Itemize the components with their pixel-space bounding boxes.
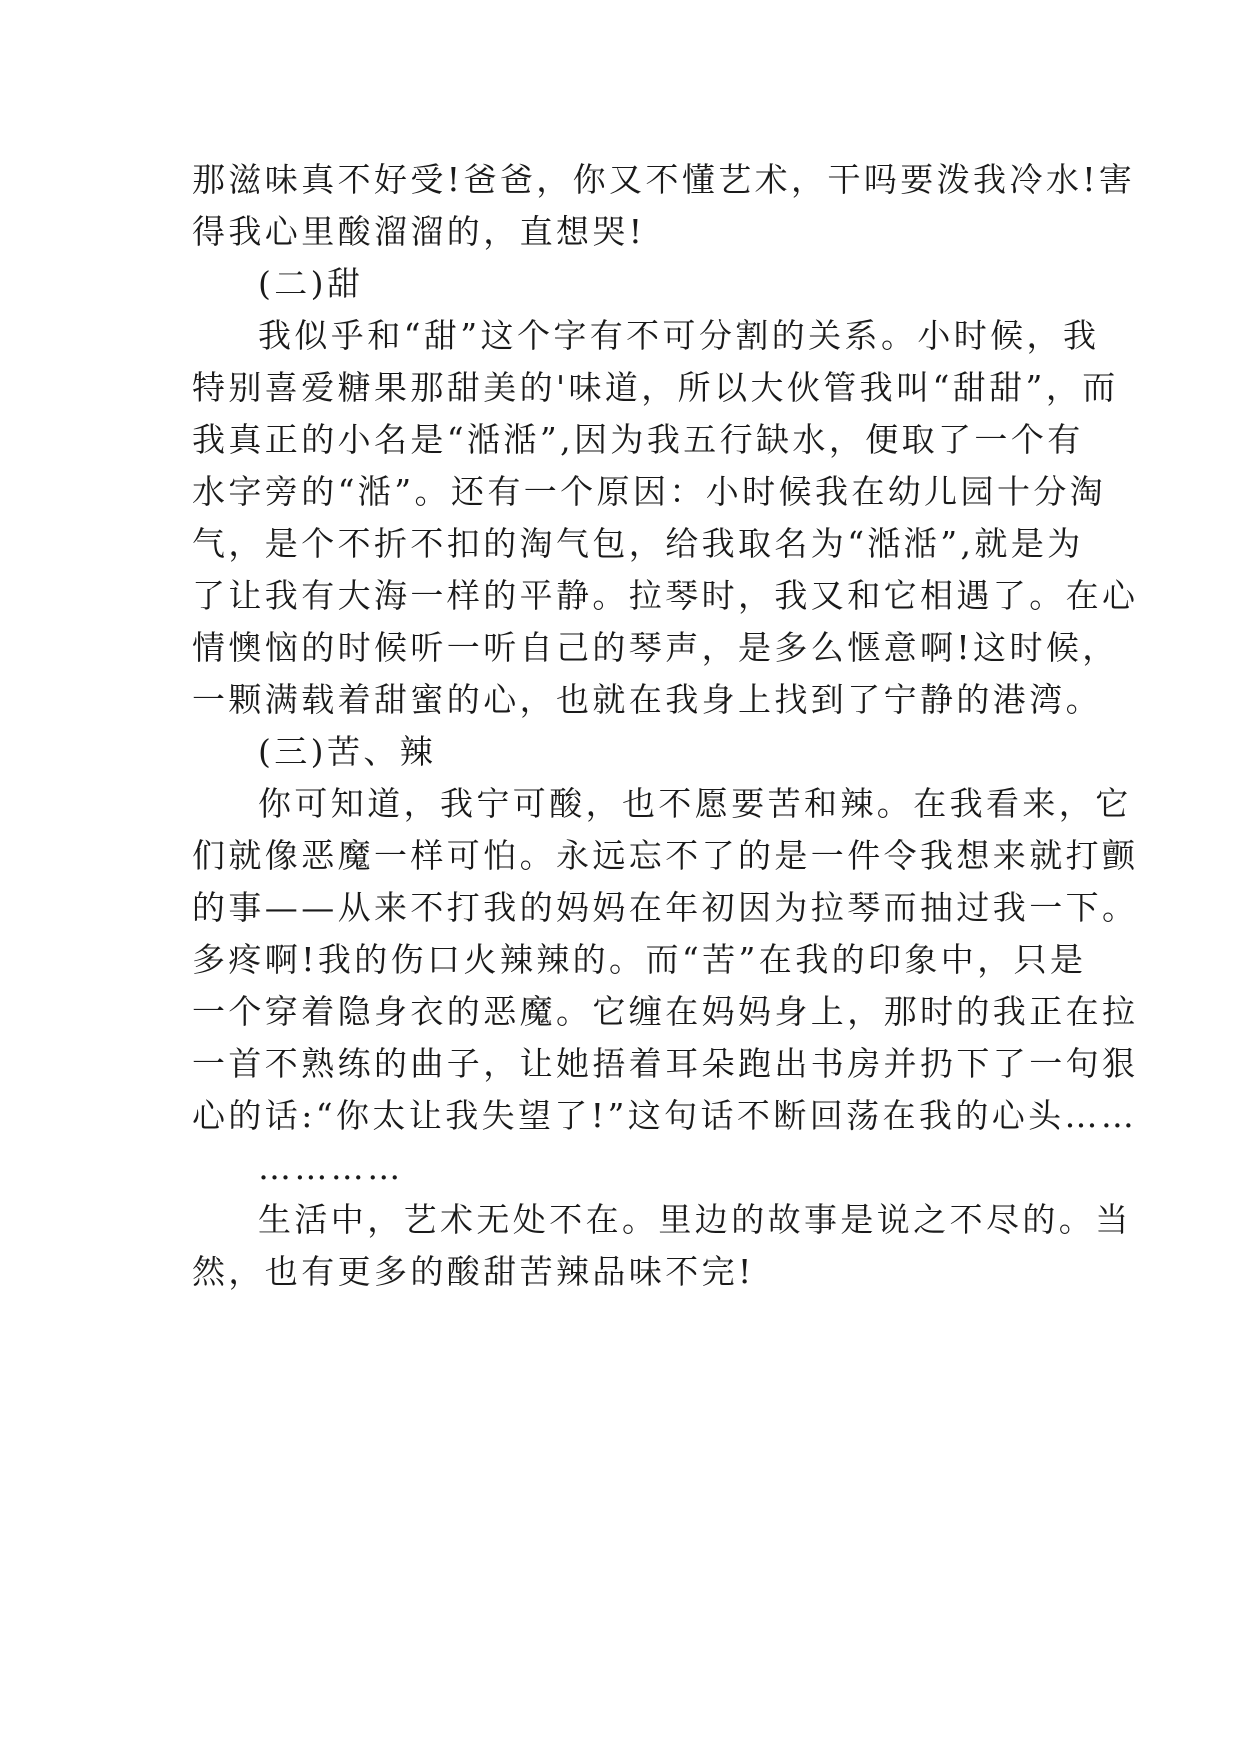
text-line: 一颗满载着甜蜜的心，也就在我身上找到了宁静的港湾。 — [192, 680, 1102, 719]
text-line: 情懊恼的时候听一听自己的琴声，是多么惬意啊!这时候， — [192, 628, 1119, 667]
text-line: 然，也有更多的酸甜苦辣品味不完! — [192, 1252, 755, 1291]
text-line: 一个穿着隐身衣的恶魔。它缠在妈妈身上，那时的我正在拉 — [192, 992, 1139, 1031]
text-line: 心的话:“你太让我失望了!”这句话不断回荡在我的心头…… — [192, 1096, 1138, 1135]
section-heading-sweet: (二)甜 — [258, 264, 364, 303]
text-line: 生活中，艺术无处不在。里边的故事是说之不尽的。当 — [258, 1200, 1132, 1239]
ellipsis-line: ………… — [258, 1148, 404, 1187]
text-line: 们就像恶魔一样可怕。永远忘不了的是一件令我想来就打颤 — [192, 836, 1139, 875]
text-line: 你可知道，我宁可酸，也不愿要苦和辣。在我看来，它 — [258, 784, 1132, 823]
text-line: 特别喜爱糖果那甜美的'味道，所以大伙管我叫“甜甜”，而 — [192, 368, 1119, 407]
text-line: 那滋味真不好受!爸爸，你又不懂艺术，干吗要泼我冷水!害 — [192, 160, 1136, 199]
text-line: 一首不熟练的曲子，让她捂着耳朵跑出书房并扔下了一句狠 — [192, 1044, 1139, 1083]
text-line: 水字旁的“湉”。还有一个原因：小时候我在幼儿园十分淘 — [192, 472, 1107, 511]
text-line: 我真正的小名是“湉湉”,因为我五行缺水，便取了一个有 — [192, 420, 1084, 459]
text-line: 的事——从来不打我的妈妈在年初因为拉琴而抽过我一下。 — [192, 888, 1139, 927]
text-line: 得我心里酸溜溜的，直想哭! — [192, 212, 646, 251]
text-line: 了让我有大海一样的平静。拉琴时，我又和它相遇了。在心 — [192, 576, 1139, 615]
section-heading-bitter-spicy: (三)苦、辣 — [258, 732, 437, 771]
text-line: 多疼啊!我的伤口火辣辣的。而“苦”在我的印象中，只是 — [192, 940, 1087, 979]
text-line: 我似乎和“甜”这个字有不可分割的关系。小时候，我 — [258, 316, 1100, 355]
text-line: 气，是个不折不扣的淘气包，给我取名为“湉湉”,就是为 — [192, 524, 1084, 563]
